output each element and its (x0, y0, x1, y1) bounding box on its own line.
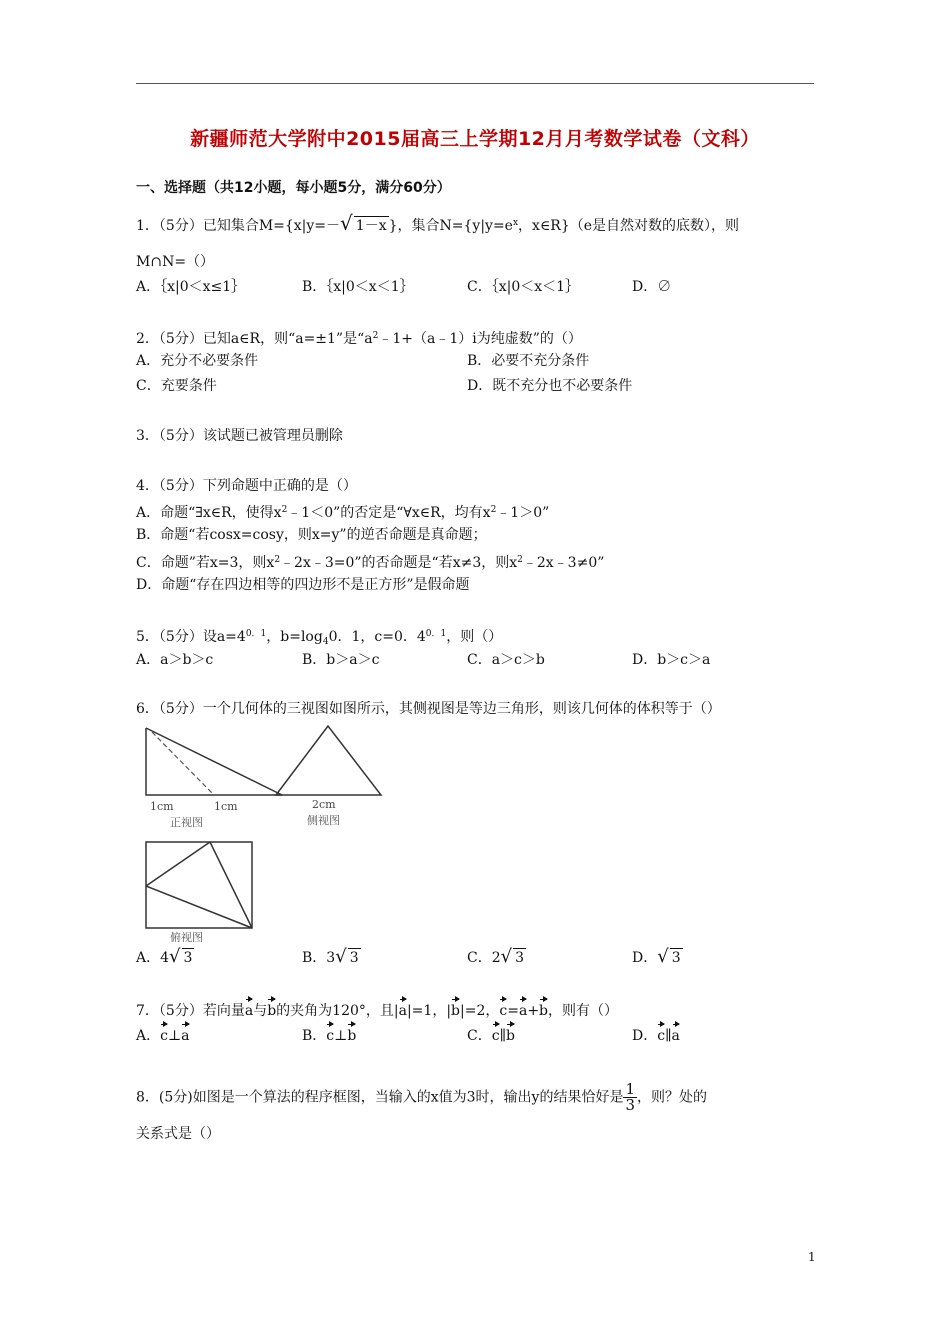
vector-c: c (499, 998, 507, 1020)
q3-stem: 3．（5分）该试题已被管理员删除 (136, 428, 343, 444)
q1-option-a: A．｛x|0＜x≤1｝ (136, 279, 246, 295)
q7-option-d: D．c∥a (632, 1023, 680, 1045)
q6-three-views-figure (136, 722, 396, 942)
q2-option-a: A．充分不必要条件 (136, 353, 259, 369)
q5-option-b: B．b＞a＞c (302, 652, 380, 668)
q6-option-d: D．√ 3 (632, 946, 681, 967)
q7-option-b: B．c⊥b (302, 1023, 356, 1045)
front-view (146, 728, 282, 829)
q5-option-a: A．a＞b＞c (136, 652, 214, 668)
top-caption: 俯视图 (170, 931, 203, 942)
q4-option-a: A．命题“∃x∈R，使得$x^2﹣1<0$”的否定是“∀x∈R，均有$x^2﹣1>0$” (136, 505, 550, 521)
top-view (146, 842, 252, 942)
page-number: 1 (808, 1250, 816, 1264)
q1-stem: 1．（5分）已知集合M={x|y=－√ 1－x }，集合$N=\{y|y=e^x$，x∈R}（e是自然对数的底数），则 (136, 211, 740, 235)
q6-option-b: B．3√ 3 (302, 946, 359, 967)
vector-a: a (245, 998, 253, 1020)
q8-stem: 8．(5分)如图是一个算法的程序框图，当输入的x值为3时，输出y的结果恰好是 $\frac{1}{3}$ ，则？处的 (136, 1080, 707, 1114)
front-label-2: 1cm (214, 800, 238, 813)
q6-option-a: A．4√ 3 (136, 946, 193, 967)
q2-option-d: D．既不充分也不必要条件 (467, 378, 633, 394)
front-label-1: 1cm (150, 800, 174, 813)
q1-option-c: C．｛x|0＜x＜1｝ (467, 279, 580, 295)
side-label: 2cm (312, 798, 336, 811)
q1-option-b: B．｛x|0＜x＜1｝ (302, 279, 414, 295)
q4-option-d: D．命题“存在四边相等的四边形不是正方形”是假命题 (136, 577, 470, 593)
q7-option-c: C．c∥b (467, 1023, 515, 1045)
q2-option-b: B．必要不充分条件 (467, 353, 590, 369)
q7-option-a: A．c⊥a (136, 1023, 190, 1045)
q8-fraction: $\frac{1}{3}$ (625, 1080, 635, 1114)
q4-option-c: C．命题”若x=3，则$x^2﹣2x﹣3=0$”的否命题是“若x≠3，则$x^2﹣2x﹣3\ne 0$” (136, 555, 605, 571)
vector-b: b (267, 998, 276, 1020)
q2-option-c: C．充要条件 (136, 378, 217, 394)
q8-stem-cont: 关系式是（） (136, 1126, 220, 1142)
q5-option-c: C．a＞c＞b (467, 652, 545, 668)
q2-stem: 2．（5分）已知a∈R，则“a=±1”是“$a^2﹣1+(a﹣1)i$为纯虚数”的（） (136, 331, 582, 347)
q5-stem: 5．（5分）设$a=4^{0.1}$，$b=\log_40$．1，c=0．$4^{0.1}$，则（） (136, 629, 503, 647)
q4-option-b: B．命题“若cosx=cosy，则x=y”的逆否命题是真命题； (136, 527, 487, 543)
q1-radicand: 1－x (355, 218, 387, 234)
q6-option-c: C．2√ 3 (467, 946, 525, 967)
page-title: 新疆师范大学附中2015届高三上学期12月月考数学试卷（文科） (190, 128, 760, 150)
side-caption: 侧视图 (307, 814, 340, 827)
side-view (276, 726, 381, 827)
section-heading: 一、选择题（共12小题，每小题5分，满分60分） (136, 180, 451, 196)
q5-option-d: D．b＞c＞a (632, 652, 711, 668)
q4-stem: 4．（5分）下列命题中正确的是（） (136, 478, 357, 494)
q6-stem: 6．（5分）一个几何体的三视图如图所示，其侧视图是等边三角形，则该几何体的体积等于（） (136, 701, 721, 717)
front-caption: 正视图 (170, 816, 203, 829)
header-rule (136, 83, 814, 84)
q1-option-d: D．∅ (632, 279, 672, 295)
q7-stem: 7．（5分）若向量a与b的夹角为120°，且|a|=1，|b|=2，c=a+b，则有（） (136, 998, 618, 1020)
q1-stem-cont: M∩N=（） (136, 254, 215, 270)
